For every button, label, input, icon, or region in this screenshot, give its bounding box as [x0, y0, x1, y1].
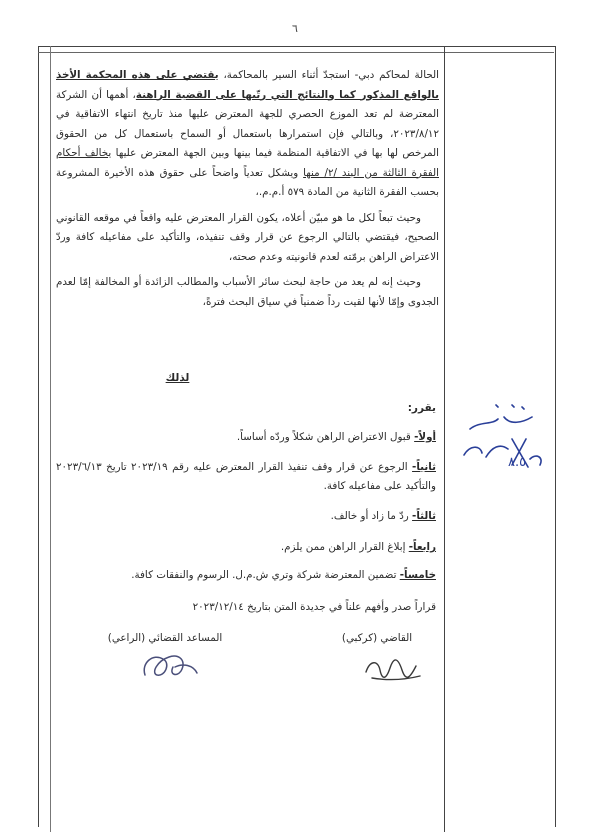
frame-top-rule: [38, 52, 554, 53]
ruling-item-2: [56, 458, 436, 495]
paragraph-1-highlight: يقتضي على هذه المحكمة الأخذ بالواقع المذكور كما والنتائج التي رتّبها على القضية الراهنة: [56, 69, 439, 101]
paragraph-1: [56, 66, 439, 203]
paragraph-2: وحيث تبعاً لكل ما هو مبيّن أعلاه، يكون القرار المعترض عليه واقعاً في موقعه القانوني الصحيح، فيقتضي بالتالي الرجوع عن قرار وقف تنفيذه، والتأكيد على مفاعيله كافة وردّ الاعتراض الراهن برمّته لعدم قانونيته وعدم صحته،: [56, 211, 439, 263]
paragraph-1-underlined: يخالف أحكام الفقرة الثالثة من البند /٢/ منها: [56, 147, 439, 179]
ruling-item-2-text: الرجوع عن قرار وقف تنفيذ القرار المعترض عليه رقم ٢٠٢٣/١٩ تاريخ ٢٠٢٣/٦/١٣ والتأكيد على مفاعيله كافة.: [56, 461, 436, 492]
ruling-item-4-text: إبلاغ القرار الراهن ممن يلزم.: [280, 541, 409, 553]
left-margin-rule: [50, 46, 51, 832]
ruling-item-5-text: تضمين المعترضة شركة وتري ش.م.ل. الرسوم والنفقات كافة.: [131, 569, 400, 581]
ruling-item-3: [56, 507, 436, 526]
ruling-item-5-label: خامساً-: [399, 569, 436, 581]
ruling-item-2-label: ثانياً-: [412, 461, 436, 473]
paragraph-3: وحيث إنه لم يعد من حاجة لبحث سائر الأسباب والمطالب الزائدة أو المخالفة إمّا لعدم الجدوى وإمّا لأنها لقيت رداً ضمنياً في سياق البحث فترةً،: [56, 276, 439, 308]
paragraph-1-part-5: ويشكل تعدياً واضحاً على حقوق هذه الأخيرة المشروعة بحسب الفقرة الثانية من المادة ٥٧٩ أ.م.م.،: [56, 166, 439, 198]
margin-note-handwriting: [452, 395, 552, 485]
ruling-item-1: [56, 428, 436, 447]
assistant-signature: [135, 645, 205, 689]
margin-note: [452, 395, 552, 485]
ruling-item-1-text: قبول الاعتراض الراهن شكلاً وردّه أساساً.: [236, 431, 415, 443]
paragraph-1-part-1: الحالة لمحاكم دبي- استجدّ أثناء السير بالمحاكمة،: [218, 69, 439, 81]
therefore-heading: لذلك: [165, 372, 190, 384]
ruling-item-3-text: ردّ ما زاد أو خالف.: [330, 510, 413, 522]
margin-divider: [444, 46, 445, 832]
decides-heading: يقرر:: [407, 402, 436, 414]
closing-statement: قراراً صدر وأفهم علناً في جديدة المتن بتاريخ ٢٠٢٣/١٢/١٤: [192, 601, 436, 613]
judge-label: القاضي (كركبي): [341, 632, 413, 644]
ruling-item-3-label: ثالثاً-: [412, 510, 436, 522]
assistant-label: المساعد القضائي (الراعي): [107, 632, 223, 644]
page-number: ٦: [292, 22, 298, 35]
body-text: [56, 66, 439, 318]
judge-signature: [360, 650, 430, 690]
ruling-item-4-label: رابعاً-: [408, 541, 436, 553]
ruling-item-5: [56, 566, 436, 585]
ruling-item-4: [56, 538, 436, 557]
paragraph-1-part-3: ، أهمها أن الشركة المعترضة لم تعد الموزع الحصري للجهة المعترض عليها منذ تاريخ انتهاء الاتفاقية في ٢٠٢٣/٨/١٢، وبالتالي فإن استمرارها باستعمال أو السماح باستعمال كل من الحقوق المرخص لها بها في الاتفاقية المنظمة فيما بينها وبين الجهة المعترض عليها: [56, 88, 439, 159]
margin-note-line-2: ٨.٥: [508, 455, 527, 470]
ruling-item-1-label: أولاً-: [414, 431, 436, 443]
